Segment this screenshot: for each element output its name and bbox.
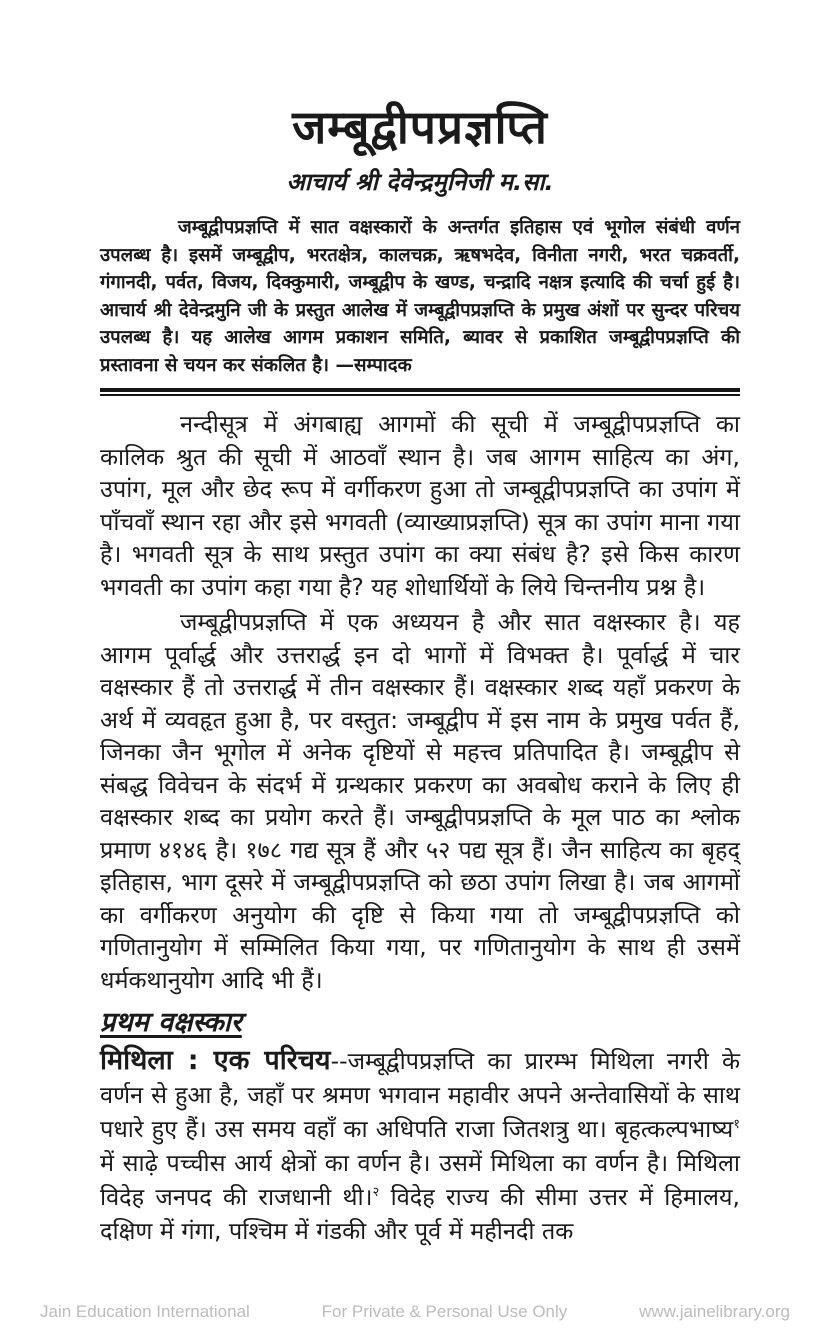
editor-note-text: जम्बूद्वीपप्रज्ञप्ति में सात वक्षस्कारों के अन्तर्गत इतिहास एवं भूगोल संबंधी वर्णन उपलब्ध है। इसमें जम्बूद्वीप, भरतक्षेत्र, कालचक्र, ऋषभदेव, विनीता नगरी, भरत चक्रवर्ती, गंगानदी, पर्वत, विजय, दिक्कुमारी, जम्बूद्वीप के खण्ड, चन्द्रादि नक्षत्र इत्यादि की चर्चा हुई है। आचार्य श्री देवेन्द्रमुनि जी के प्रस्तुत आलेख में जम्बूद्वीपप्रज्ञप्ति के प्रमुख अंशों पर सुन्दर परिचय उपलब्ध है। यह आलेख आगम प्रकाशन समिति, ब्यावर से प्रकाशित जम्बूद्वीपप्रज्ञप्ति की प्रस्तावना से चयन कर संकलित है। [100, 217, 740, 376]
mithila-paragraph-text-c: विदेह राज्य की सीमा उत्तर में हिमालय, दक्षिण में गंगा, पश्चिम में गंडकी और पूर्व में महीनदी तक [100, 1183, 741, 1245]
page-footer [40, 1302, 790, 1322]
footer-publisher: Jain Education International [40, 1302, 250, 1321]
mithila-lead-dash: -- [330, 1047, 348, 1075]
double-rule-divider [100, 388, 740, 396]
footer-usage-notice: For Private & Personal Use Only [321, 1302, 568, 1321]
article-body [100, 408, 740, 1248]
footer-website: www.jainelibrary.org [639, 1302, 790, 1321]
mithila-paragraph-text-a: जम्बूद्वीपप्रज्ञप्ति का प्रारम्भ मिथिला नगरी के वर्णन से हुआ है, जहाँ पर श्रमण भगवान महावीर अपने अन्तेवासियों के साथ पधारे हुए हैं। उस समय वहाँ का अधिपति राजा जितशत्रु था। बृहत्कल्पभाष्य [100, 1047, 740, 1143]
editor-signature: —सम्पादक [335, 354, 412, 376]
page-title: जम्बूद्वीपप्रज्ञप्ति [292, 100, 548, 154]
mithila-paragraph-lead: मिथिला : एक परिचय [100, 1045, 331, 1076]
author-line: आचार्य श्री देवेन्द्रमुनिजी म.सा. [286, 168, 554, 196]
footnote-ref-2: २ [372, 1185, 380, 1201]
editor-note [100, 214, 740, 379]
body-paragraph-2: जम्बूद्वीपप्रज्ञप्ति में एक अध्ययन है और सात वक्षस्कार है। यह आगम पूर्वार्द्ध और उत्तरार्द्ध इन दो भागों में विभक्त है। पूर्वार्द्ध में चार वक्षस्कार हैं तो उत्तरार्द्ध में तीन वक्षस्कार हैं। वक्षस्कार शब्द यहाँ प्रकरण के अर्थ में व्यवहृत हुआ है, पर वस्तुत: जम्बूद्वीप में इस नाम के प्रमुख पर्वत हैं, जिनका जैन भूगोल में अनेक दृष्टियों से महत्त्व प्रतिपादित है। जम्बूद्वीप से संबद्ध विवेचन के संदर्भ में ग्रन्थकार प्रकरण का अवबोध कराने के लिए ही वक्षस्कार शब्द का प्रयोग करते हैं। जम्बूद्वीपप्रज्ञप्ति के मूल पाठ का श्लोक प्रमाण ४१४६ है। १७८ गद्य सूत्र हैं और ५२ पद्य सूत्र हैं। जैन साहित्य का बृहद् इतिहास, भाग दूसरे में जम्बूद्वीपप्रज्ञप्ति को छठा उपांग लिखा है। जब आगमों का वर्गीकरण अनुयोग की दृष्टि से किया गया तो जम्बूद्वीपप्रज्ञप्ति को गणितानुयोग में सम्मिलित किया गया, पर गणितानुयोग के साथ ही उसमें धर्मकथानुयोग आदि भी हैं। [100, 608, 740, 994]
footnote-ref-1: १ [733, 1117, 740, 1133]
mithila-paragraph [100, 1044, 740, 1248]
mithila-paragraph-text-b: में साढ़े पच्चीस आर्य क्षेत्रों का वर्णन है। उसमें मिथिला का वर्णन है। मिथिला विदेह जनपद की राजधानी थी। [100, 1149, 740, 1211]
body-paragraph-1: नन्दीसूत्र में अंगबाह्य आगमों की सूची में जम्बूद्वीपप्रज्ञप्ति का कालिक श्रुत की सूची में आठवाँ स्थान है। जब आगम साहित्य का अंग, उपांग, मूल और छेद रूप में वर्गीकरण हुआ तो जम्बूद्वीपप्रज्ञप्ति का उपांग में पाँचवाँ स्थान रहा और इसे भगवती (व्याख्याप्रज्ञप्ति) सूत्र का उपांग माना गया है। भगवती सूत्र के साथ प्रस्तुत उपांग का क्या संबंध है? इसे किस कारण भगवती का उपांग कहा गया है? यह शोधार्थियों के लिये चिन्तनीय प्रश्न है। [100, 410, 740, 601]
section-heading-first-vakshaskar: प्रथम वक्षस्कार [100, 1007, 242, 1038]
